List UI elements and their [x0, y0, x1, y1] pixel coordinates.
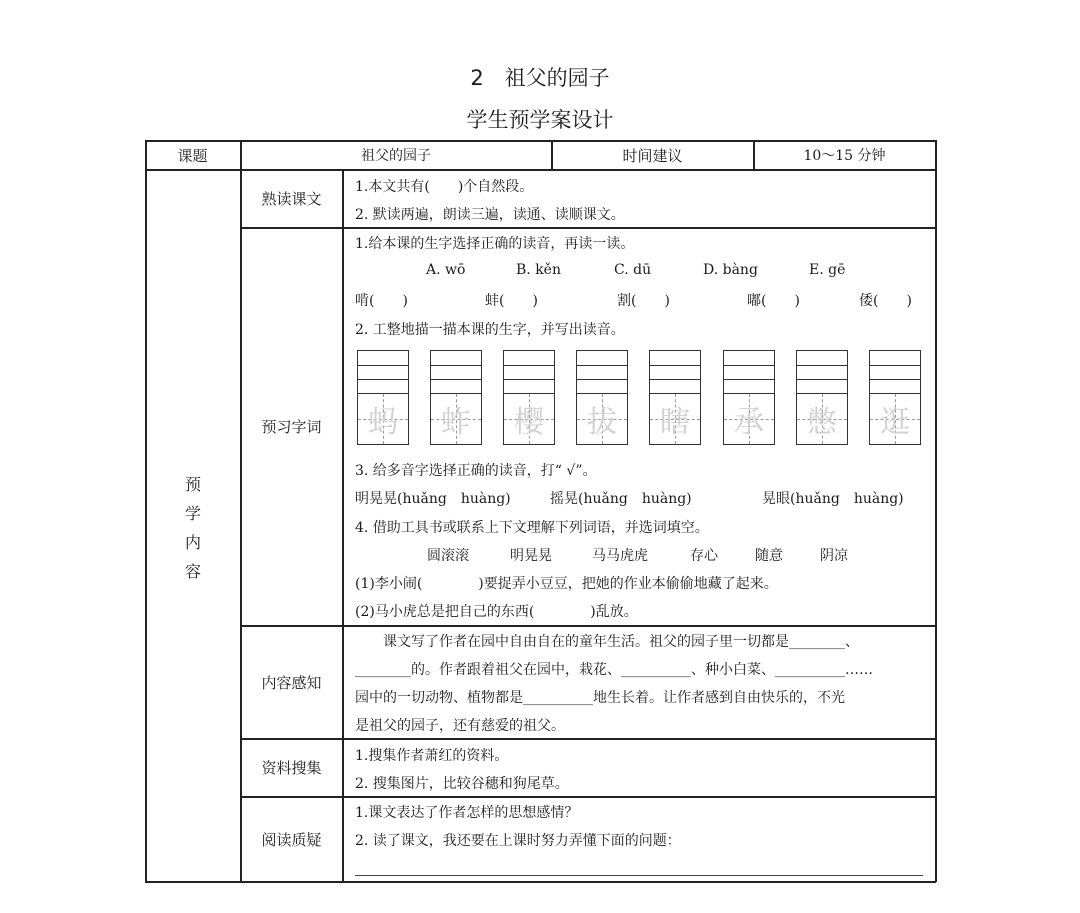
pinyin-option: A. wō [426, 262, 466, 278]
pinyin-option: E. gē [809, 262, 846, 278]
trace-grid [649, 350, 701, 445]
sentence-1: (1)李小闹( )要捉弄小豆豆，把她的作业本偷偷地藏了起来。 [355, 576, 778, 592]
topic-value: 祖父的园子 [361, 148, 431, 164]
materials-line-2: 2. 搜集图片，比较谷穗和狗尾草。 [355, 776, 569, 792]
content-line-4: 是祖父的园子，还有慈爱的祖父。 [355, 718, 565, 734]
vocab-word: 随意 [755, 548, 783, 564]
char-blank: 蚌( ) [485, 293, 538, 309]
char-blank: 啃( ) [355, 293, 408, 309]
char-blank: 割( ) [617, 293, 670, 309]
pinyin-option: D. bàng [703, 262, 758, 278]
trace-grid [503, 350, 555, 445]
polyphone: 明晃晃(huǎng huàng) [355, 491, 511, 507]
trace-char: 拔 [587, 405, 617, 440]
lesson-title: 2 祖父的园子 [470, 66, 610, 90]
trace-char: 承 [734, 405, 764, 440]
trace-grid [357, 350, 409, 445]
words-q3: 3. 给多音字选择正确的读音，打“ √”。 [355, 463, 597, 479]
char-blank: 嘟( ) [747, 293, 800, 309]
vocab-word: 阴凉 [820, 548, 848, 564]
pinyin-option: C. dū [614, 262, 652, 278]
char-blank: 倭( ) [859, 293, 912, 309]
content-line-2: ________的。作者跟着祖父在园中，栽花、__________、种小白菜、__________…… [355, 662, 873, 678]
content-label: 内容感知 [261, 673, 322, 692]
words-q1: 1.给本课的生字选择正确的读音，再读一读。 [355, 236, 635, 252]
reading-line-2: 2. 默读两遍，朗读三遍，读通、读顺课文。 [355, 207, 625, 223]
trace-grid [723, 350, 775, 445]
materials-line-1: 1.搜集作者萧红的资料。 [355, 748, 509, 764]
trace-grid [430, 350, 482, 445]
materials-label: 资料搜集 [261, 759, 322, 777]
questions-label: 阅读质疑 [261, 830, 322, 849]
reading-line-1: 1.本文共有( )个自然段。 [355, 179, 534, 195]
subtitle: 学生预学案设计 [466, 108, 614, 132]
words-label: 预习字词 [261, 418, 322, 436]
topic-label: 课题 [177, 146, 208, 165]
vocab-word: 马马虎虎 [592, 548, 648, 564]
reading-label: 熟读课文 [261, 190, 322, 208]
worksheet-table [145, 140, 936, 882]
section-char: 内 [184, 533, 201, 552]
words-q4: 4. 借助工具书或联系上下文理解下列词语，并选词填空。 [355, 520, 709, 536]
polyphone: 摇晃(huǎng huàng) [550, 491, 692, 507]
answer-line[interactable] [355, 875, 923, 876]
time-value: 10～15 分钟 [803, 148, 886, 164]
vocab-word: 明晃晃 [510, 548, 552, 564]
trace-grid [869, 350, 921, 445]
questions-line-2: 2. 读了课文，我还要在上课时努力弄懂下面的问题： [355, 833, 681, 849]
sentence-2: (2)马小虎总是把自己的东西( )乱放。 [355, 604, 638, 620]
trace-char: 瞎 [660, 405, 690, 440]
content-line-3: 园中的一切动物、植物都是__________地生长着。让作者感到自由快乐的，不光 [355, 690, 845, 706]
vocab-word: 圆滚滚 [427, 548, 469, 564]
time-label: 时间建议 [622, 146, 683, 165]
content-line-1: 课文写了作者在园中自由自在的童年生活。祖父的园子里一切都是________、 [383, 634, 859, 650]
trace-grid [796, 350, 848, 445]
section-char: 容 [184, 562, 201, 581]
questions-line-1: 1.课文表达了作者怎样的思想感情？ [355, 805, 579, 821]
trace-char: 蚂 [368, 405, 398, 440]
section-char: 学 [184, 504, 201, 523]
words-q2: 2. 工整地描一描本课的生字，并写出读音。 [355, 322, 625, 338]
trace-char: 蚱 [441, 405, 471, 440]
polyphone: 晃眼(huǎng huàng) [762, 491, 904, 507]
trace-char: 逛 [880, 405, 910, 440]
trace-grid [576, 350, 628, 445]
vocab-word: 存心 [690, 548, 718, 564]
trace-char: 憋 [807, 405, 837, 440]
pinyin-option: B. kěn [516, 262, 561, 278]
trace-char: 樱 [514, 405, 544, 440]
section-char: 预 [184, 475, 201, 494]
